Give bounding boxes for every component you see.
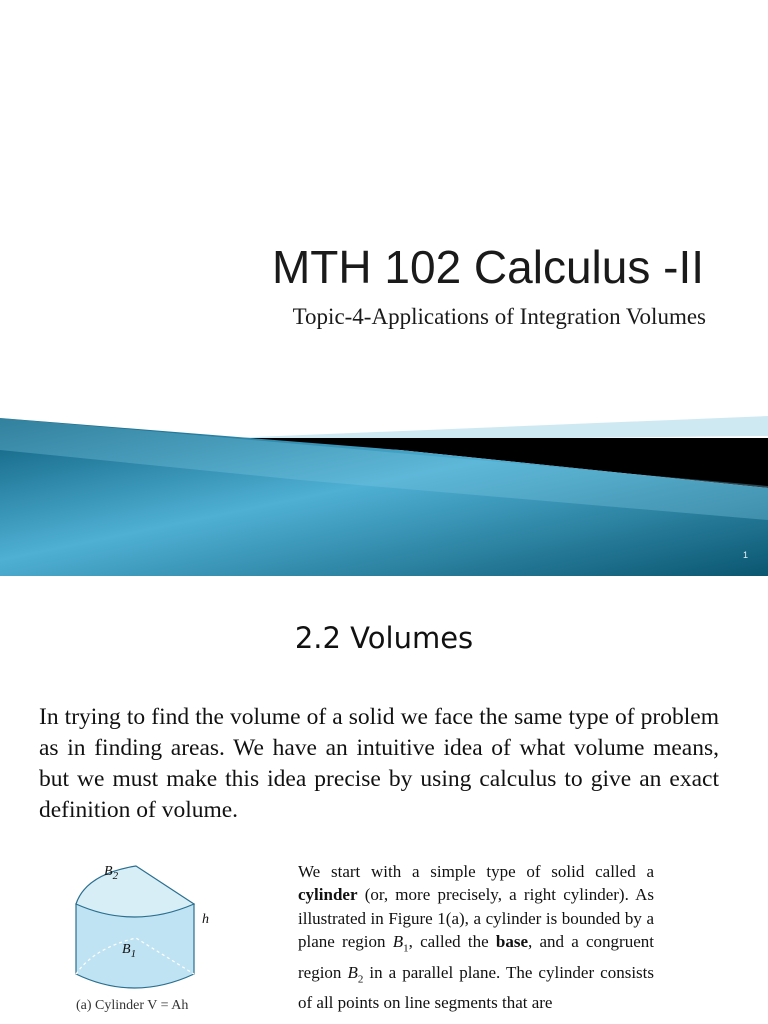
content-slide (0, 576, 768, 1024)
slide-title: MTH 102 Calculus -II (271, 241, 704, 293)
decorative-banner (0, 410, 768, 576)
cylinder-illustration (64, 856, 254, 996)
label-b1: $B_1$ (122, 942, 137, 960)
cylinder-figure (64, 856, 254, 1024)
slide-number: 1 (742, 550, 748, 560)
body-paragraph: We start with a simple type of solid called a cylinder (or, more precisely, a right cylinder). As illustrated in Figure 1(a), a cylinder is bounded by a plane region $B_1$, called the base, and a congruent region $B_2$ in a parallel plane. The cylinder consists of all points on line segments that are (298, 862, 654, 1013)
slide-subtitle: Topic-4-Applications of Integration Volumes (292, 304, 706, 329)
section-heading: 2.2 Volumes (294, 621, 474, 655)
term-base: base (495, 931, 528, 951)
label-b2: $B_2$ (104, 864, 119, 882)
figure-caption: (a) Cylinder V = Ah (76, 998, 189, 1013)
term-cylinder: cylinder (298, 885, 358, 905)
intro-paragraph: In trying to find the volume of a solid we face the same type of problem as in finding areas. We have an intuitive idea of what volume means, but we must make this idea precise by using calculus to give an exact definition of volume. (39, 704, 719, 823)
label-h: h (202, 912, 209, 927)
